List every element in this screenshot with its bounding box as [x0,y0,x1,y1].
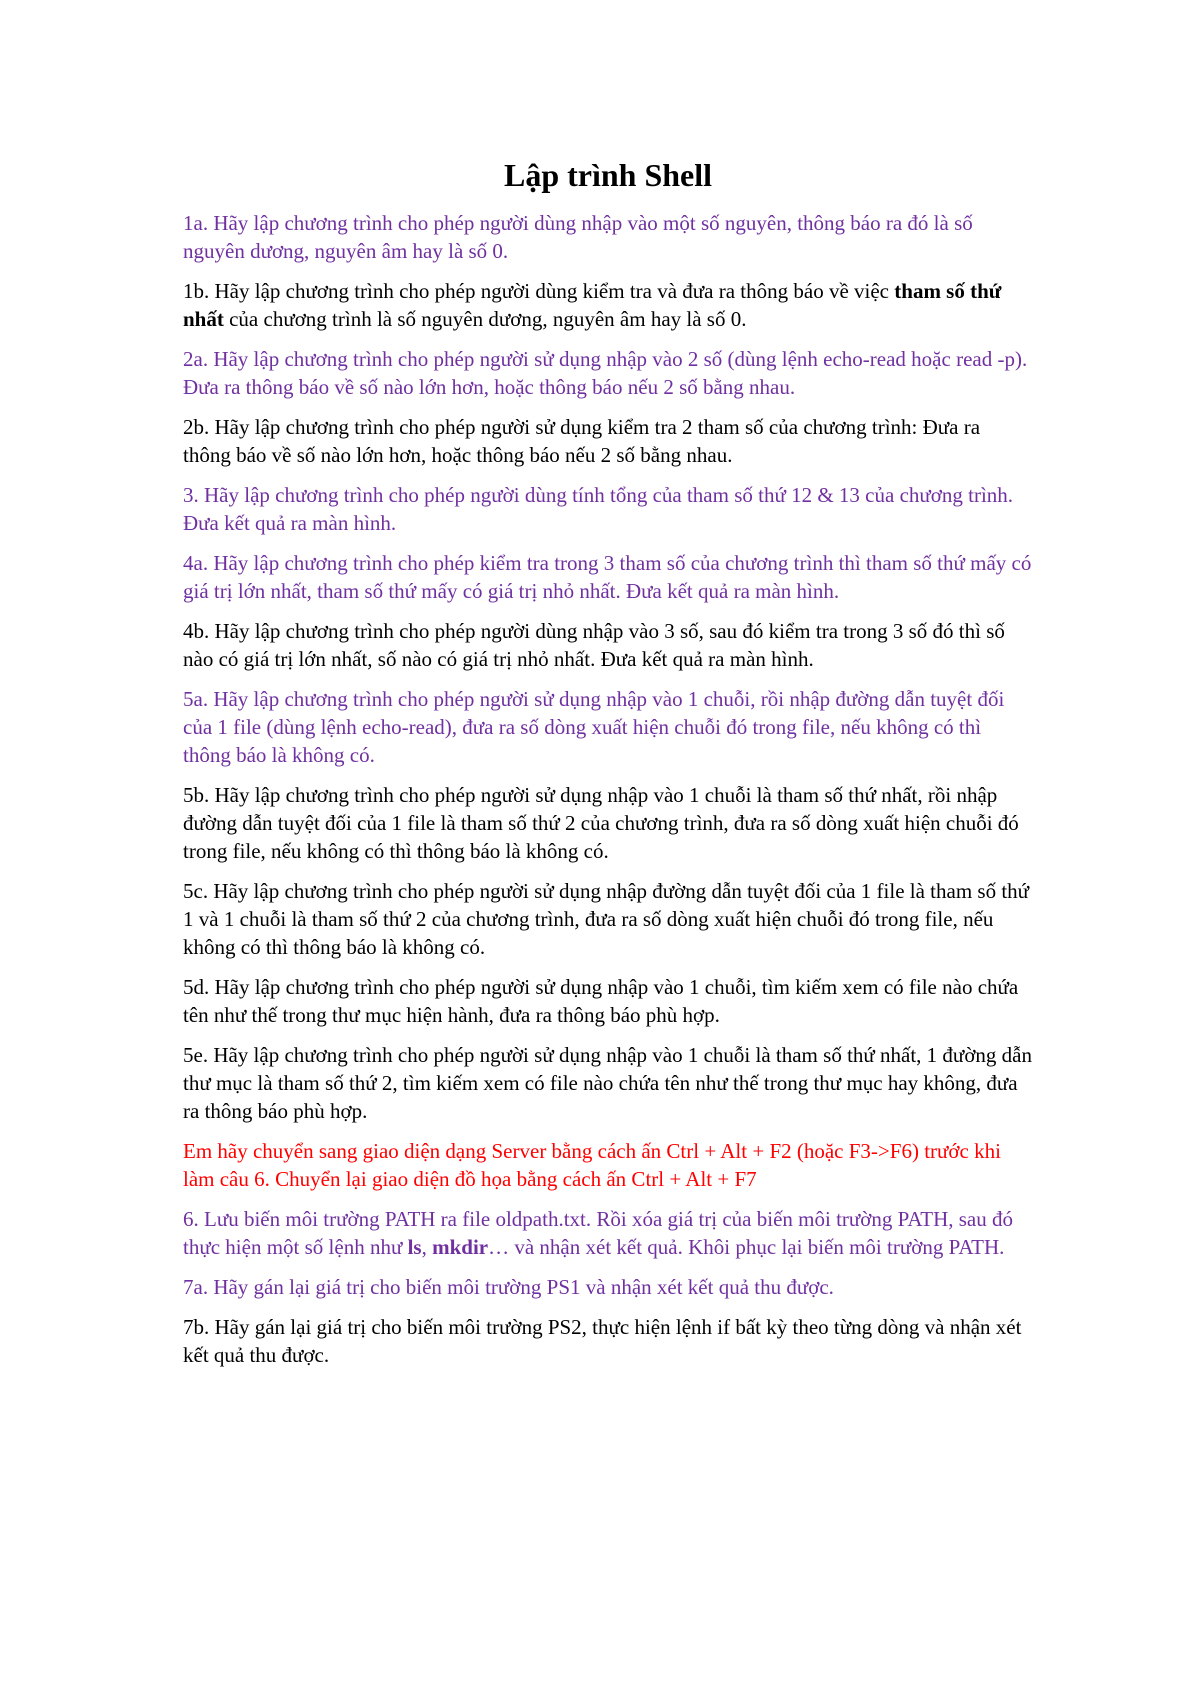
exercise-3: 3. Hãy lập chương trình cho phép người dùng tính tổng của tham số thứ 12 & 13 của chương trình. Đưa kết quả ra màn hình. [183,483,1014,535]
exercise-5a: 5a. Hãy lập chương trình cho phép người sử dụng nhập vào 1 chuỗi, rồi nhập đường dẫn tuyệt đối của 1 file (dùng lệnh echo-read), đưa ra số dòng xuất hiện chuỗi đó trong file, nếu không có thì thông báo là không có. [183,687,1005,767]
exercise-5b: 5b. Hãy lập chương trình cho phép người sử dụng nhập vào 1 chuỗi là tham số thứ nhất, rồi nhập đường dẫn tuyệt đối của 1 file là tham số thứ 2 của chương trình, đưa ra số dòng xuất hiện chuỗi đó trong file, nếu không có thì thông báo là không có. [183,783,1019,863]
exercise-4b: 4b. Hãy lập chương trình cho phép người dùng nhập vào 3 số, sau đó kiểm tra trong 3 số đó thì số nào có giá trị lớn nhất, số nào có giá trị nhỏ nhất. Đưa kết quả ra màn hình. [183,619,1005,671]
exercise-5d: 5d. Hãy lập chương trình cho phép người sử dụng nhập vào 1 chuỗi, tìm kiếm xem có file nào chứa tên như thế trong thư mục hiện hành, đưa ra thông báo phù hợp. [183,975,1019,1027]
exercise-5c: 5c. Hãy lập chương trình cho phép người sử dụng nhập đường dẫn tuyệt đối của 1 file là tham số thứ 1 và 1 chuỗi là tham số thứ 2 của chương trình, đưa ra số dòng xuất hiện chuỗi đó trong file, nếu không có thì thông báo là không có. [183,879,1030,959]
exercise-7a: 7a. Hãy gán lại giá trị cho biến môi trường PS1 và nhận xét kết quả thu được. [183,1275,834,1299]
server-mode-note: Em hãy chuyển sang giao diện dạng Server bằng cách ấn Ctrl + Alt + F2 (hoặc F3->F6) trước khi làm câu 6. Chuyển lại giao diện đồ họa bằng cách ấn Ctrl + Alt + F7 [183,1139,1001,1191]
exercise-1b-text-end: của chương trình là số nguyên dương, nguyên âm hay là số 0. [223,307,747,331]
exercise-1b [183,277,1033,333]
command-separator: , [421,1235,433,1259]
command-ls: ls [407,1235,422,1259]
exercise-4a: 4a. Hãy lập chương trình cho phép kiểm tra trong 3 tham số của chương trình thì tham số thứ mấy có giá trị lớn nhất, tham số thứ mấy có giá trị nhỏ nhất. Đưa kết quả ra màn hình. [183,551,1032,603]
command-mkdir: mkdir [432,1235,489,1259]
exercise-2b: 2b. Hãy lập chương trình cho phép người sử dụng kiểm tra 2 tham số của chương trình: Đưa ra thông báo về số nào lớn hơn, hoặc thông báo nếu 2 số bằng nhau. [183,415,981,467]
exercise-6-text-end: … và nhận xét kết quả. Khôi phục lại biến môi trường PATH. [488,1235,1005,1259]
exercise-7b: 7b. Hãy gán lại giá trị cho biến môi trường PS2, thực hiện lệnh if bất kỳ theo từng dòng và nhận xét kết quả thu được. [183,1315,1022,1367]
document-page [183,155,1033,1381]
exercise-1a: 1a. Hãy lập chương trình cho phép người dùng nhập vào một số nguyên, thông báo ra đó là số nguyên dương, nguyên âm hay là số 0. [183,211,973,263]
exercise-6-text: 6. Lưu biến môi trường PATH ra file oldpath.txt. Rồi xóa giá trị của biến môi trường PATH, sau đó thực hiện một số lệnh như [183,1207,1013,1259]
exercise-5e: 5e. Hãy lập chương trình cho phép người sử dụng nhập vào 1 chuỗi là tham số thứ nhất, 1 đường dẫn thư mục là tham số thứ 2, tìm kiếm xem có file nào chứa tên như thế trong thư mục hay không, đưa ra thông báo phù hợp. [183,1043,1032,1123]
exercise-1b-text: 1b. Hãy lập chương trình cho phép người dùng kiểm tra và đưa ra thông báo về việc [183,279,895,303]
exercise-1b-bold-term: tham số thứ nhất [183,279,1002,331]
exercise-2a: 2a. Hãy lập chương trình cho phép người sử dụng nhập vào 2 số (dùng lệnh echo-read hoặc read -p). Đưa ra thông báo về số nào lớn hơn, hoặc thông báo nếu 2 số bằng nhau. [183,347,1028,399]
exercise-6 [183,1205,1033,1261]
page-title: Lập trình Shell [503,157,713,193]
